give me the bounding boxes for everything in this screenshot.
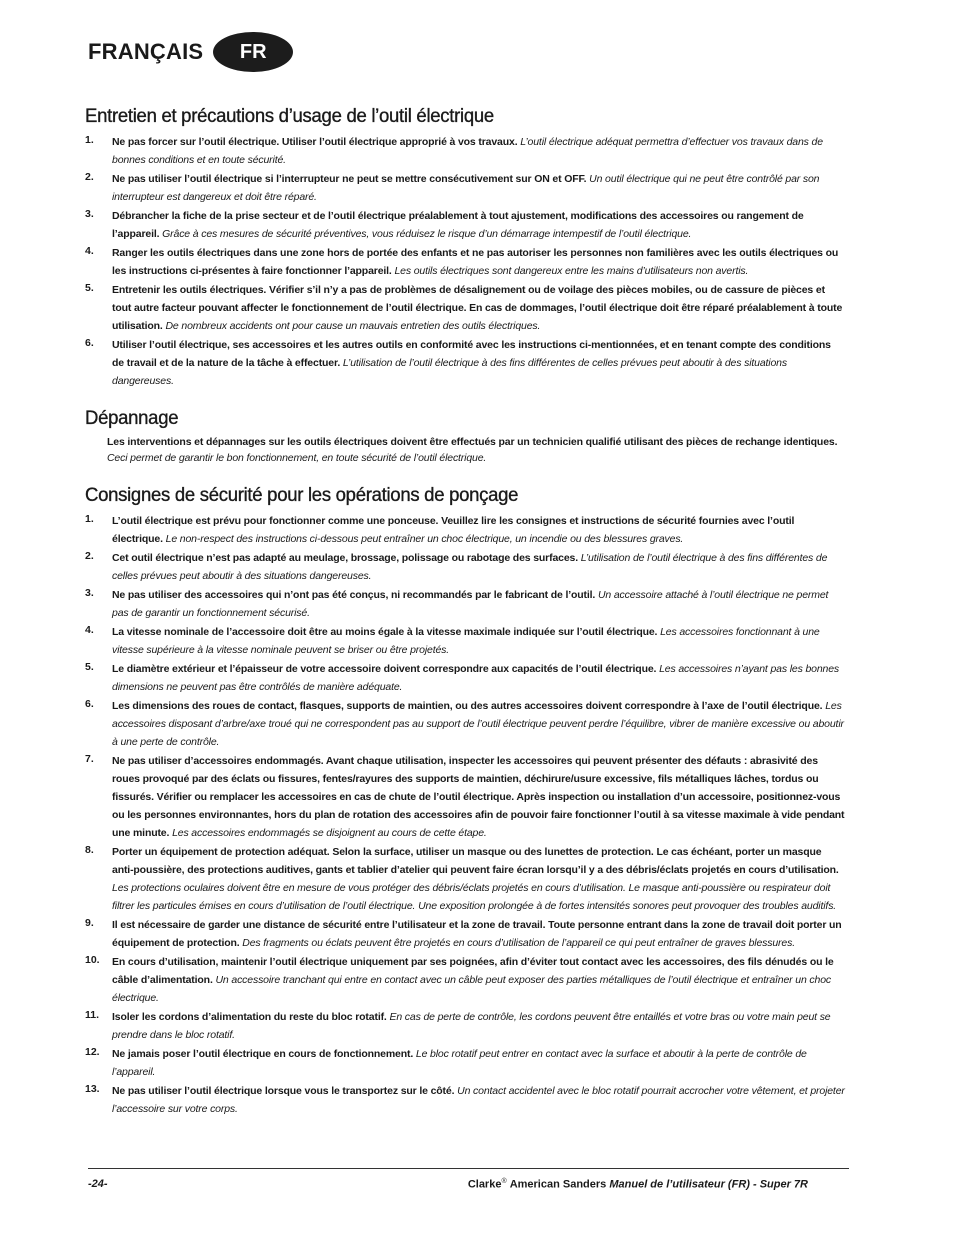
- item-italic-text: Les accessoires disposant d’arbre/axe troué qui ne correspondent pas au support de l’outil électrique peuvent perdre l’équilibre, vibrer de manière excessive ou aboutir à une perte de contrôle.: [112, 700, 844, 748]
- item-bold-text: Ne pas forcer sur l’outil électrique. Utiliser l’outil électrique approprié à vos travaux.: [112, 136, 518, 148]
- item-text: [112, 284, 842, 332]
- section-title: Consignes de sécurité pour les opérations de ponçage: [85, 484, 519, 506]
- section-troubleshooting: [85, 407, 845, 466]
- item-text: [112, 1048, 807, 1078]
- item-text: [112, 210, 804, 240]
- list-item: [85, 696, 845, 750]
- item-bold-text: Les dimensions des roues de contact, flasques, supports de maintien, ou des autres accessoires doivent correspondre à l’axe de l’outil électrique.: [112, 700, 823, 712]
- language-badge: FR: [213, 32, 293, 72]
- item-text: [112, 136, 823, 166]
- item-bold-text: Il est nécessaire de garder une distance de sécurité entre l’utilisateur et la zone de travail. Toute personne entrant dans la zone de travail doit porter un équipement de protection.: [112, 919, 842, 949]
- section-maintenance: [85, 105, 845, 389]
- item-text: [112, 663, 839, 693]
- item-italic-text: L’outil électrique adéquat permettra d’effectuer vos travaux dans de bonnes conditions et en toute sécurité.: [112, 136, 823, 166]
- page-number: -24-: [88, 1178, 108, 1190]
- item-bold-text: Ne pas utiliser d’accessoires endommagés. Avant chaque utilisation, inspecter les accessoires qui peuvent présenter des défauts : abrasivité des roues provoqué par des éclats ou fissures, fentes/rayures des supports de maintien, déchirure/usure excessive, fils métalliques lâches, tordus ou fissurés. Vérifier ou remplacer les accessoires en cas de chute de l’outil électrique. Après inspection ou installation d’un accessoire, positionnez-vous ou les personnes environnantes, hors du plan de rotation des accessoires afin de pouvoir faire fonctionner l’outil à sa vitesse maximale à vide pendant une minute.: [112, 755, 845, 839]
- list-item: [85, 1044, 845, 1080]
- item-text: [112, 755, 844, 839]
- item-bold-text: Le diamètre extérieur et l’épaisseur de votre accessoire doivent correspondre aux capacités de l’outil électrique.: [112, 663, 657, 675]
- item-text: [112, 173, 819, 203]
- item-italic-text: Les outils électriques sont dangereux entre les mains d’utilisateurs non avertis.: [394, 265, 749, 277]
- item-number: 5.: [85, 282, 94, 294]
- list-item: [85, 1081, 845, 1117]
- list-item: [85, 548, 845, 584]
- item-number: 6.: [85, 337, 94, 349]
- item-number: 2.: [85, 550, 94, 562]
- item-italic-text: L’utilisation de l’outil électrique à des fins différentes de celles prévues peut aboutir à des situations dangereuses.: [112, 357, 787, 387]
- section-title: Dépannage: [85, 407, 179, 429]
- item-italic-text: Le non-respect des instructions ci-dessous peut entraîner un choc électrique, un incendie ou des blessures graves.: [165, 533, 684, 545]
- list-item: [85, 585, 845, 621]
- item-italic-text: Les accessoires fonctionnant à une vitesse supérieure à la vitesse nominale peuvent se briser ou être projetés.: [112, 626, 820, 656]
- item-italic-text: Les protections oculaires doivent être en mesure de vous protéger des débris/éclats projetés en cours d’utilisation. Le masque anti-poussière ou respirateur doit filtrer les particules émises en cours d’utilisation de l’outil électrique. Une exposition prolongée à de fortes intensités sonores peut provoquer des troubles auditifs.: [112, 882, 837, 912]
- item-italic-text: Les accessoires n’ayant pas les bonnes dimensions ne peuvent pas être contrôlés de manière adéquate.: [112, 663, 839, 693]
- paragraph-bold-text: Les interventions et dépannages sur les outils électriques doivent être effectués par un technicien qualifié utilisant des pièces de rechange identiques.: [107, 436, 838, 448]
- list-item: [85, 952, 845, 1006]
- item-bold-text: Ranger les outils électriques dans une zone hors de portée des enfants et ne pas autoriser les personnes non familières avec les outils électriques ou les instructions ci-présentes à faire fonctionner l’appareil.: [112, 247, 839, 277]
- list-item: [85, 206, 845, 242]
- item-italic-text: Un accessoire attaché à l’outil électrique ne permet pas de garantir un fonctionnement sécurisé.: [112, 589, 829, 619]
- item-bold-text: Débrancher la fiche de la prise secteur et de l’outil électrique préalablement à tout ajustement, modifications des accessoires ou rangement de l’appareil.: [112, 210, 804, 240]
- item-text: [112, 247, 838, 277]
- item-bold-text: L’outil électrique est prévu pour fonctionner comme une ponceuse. Veuillez lire les consignes et instructions de sécurité fournies avec l’outil électrique.: [112, 515, 795, 545]
- item-text: [112, 1011, 830, 1041]
- item-italic-text: Le bloc rotatif peut entrer en contact avec la surface et aboutir à la perte de contrôle de l’appareil.: [112, 1048, 807, 1078]
- numbered-list: [85, 511, 845, 1117]
- footer-manual-title: [468, 1178, 808, 1191]
- item-text: [112, 1085, 845, 1115]
- item-bold-text: Ne pas utiliser l’outil électrique lorsque vous le transportez sur le côté.: [112, 1085, 455, 1097]
- item-number: 1.: [85, 513, 94, 525]
- item-text: [112, 589, 828, 619]
- list-item: [85, 335, 845, 389]
- list-item: [85, 511, 845, 547]
- item-text: [112, 626, 820, 656]
- footer-company: American Sanders: [509, 1178, 607, 1191]
- page-content: [85, 105, 845, 1135]
- item-text: [112, 552, 827, 582]
- item-bold-text: Ne pas utiliser des accessoires qui n’ont pas été conçus, ni recommandés par le fabricant de l’outil.: [112, 589, 596, 601]
- item-text: [112, 515, 794, 545]
- item-italic-text: Les accessoires endommagés se disjoignent au cours de cette étape.: [172, 827, 487, 839]
- item-number: 7.: [85, 753, 94, 765]
- item-text: [112, 919, 842, 949]
- item-bold-text: Entretenir les outils électriques. Vérifier s’il n’y a pas de problèmes de désalignement ou de voilage des pièces mobiles, ou de cassure de pièces et tout autre facteur pouvant affecter le fonctionnement de l’outil électrique. En cas de dommages, l’outil électrique doit être réparé préalablement à toute utilisation.: [112, 284, 843, 332]
- language-header: [88, 30, 293, 74]
- item-number: 4.: [85, 624, 94, 636]
- item-number: 6.: [85, 698, 94, 710]
- footer-divider: [88, 1168, 849, 1169]
- item-italic-text: De nombreux accidents ont pour cause un mauvais entretien des outils électriques.: [165, 320, 541, 332]
- item-italic-text: Grâce à ces mesures de sécurité préventives, vous réduisez le risque d’un démarrage intempestif de l’outil électrique.: [162, 228, 692, 240]
- item-text: [112, 700, 844, 748]
- list-item: [85, 1007, 845, 1043]
- list-item: [85, 132, 845, 168]
- item-italic-text: En cas de perte de contrôle, les cordons peuvent être entaillés et votre bras ou votre main peut se prendre dans le bloc rotatif.: [112, 1011, 831, 1041]
- item-italic-text: Un contact accidentel avec le bloc rotatif pourrait accrocher votre vêtement, et projeter l’accessoire sur votre corps.: [112, 1085, 845, 1115]
- item-bold-text: La vitesse nominale de l’accessoire doit être au moins égale à la vitesse maximale indiquée sur l’outil électrique.: [112, 626, 658, 638]
- item-bold-text: En cours d’utilisation, maintenir l’outil électrique uniquement par ses poignées, afin d’éviter tout contact avec les accessoires, des fils dénudés ou le câble d’alimentation.: [112, 956, 834, 986]
- registered-mark: ®: [501, 1178, 507, 1185]
- item-number: 1.: [85, 134, 94, 146]
- item-number: 13.: [85, 1083, 100, 1095]
- numbered-list: [85, 132, 845, 389]
- item-number: 10.: [85, 954, 100, 966]
- section-paragraph: [85, 434, 845, 466]
- item-text: [112, 339, 831, 387]
- item-bold-text: Ne pas utiliser l’outil électrique si l’interrupteur ne peut se mettre consécutivement sur ON et OFF.: [112, 173, 587, 185]
- list-item: [85, 622, 845, 658]
- item-number: 11.: [85, 1009, 100, 1021]
- footer-manual-name: Manuel de l’utilisateur (FR) - Super 7R: [609, 1178, 808, 1191]
- item-number: 2.: [85, 171, 94, 183]
- item-number: 9.: [85, 917, 94, 929]
- list-item: [85, 243, 845, 279]
- list-item: [85, 915, 845, 951]
- list-item: [85, 169, 845, 205]
- item-text: [112, 846, 839, 912]
- footer-brand: Clarke: [467, 1178, 502, 1191]
- item-number: 4.: [85, 245, 94, 257]
- item-number: 8.: [85, 844, 94, 856]
- paragraph-italic-text: Ceci permet de garantir le bon fonctionnement, en toute sécurité de l’outil électrique.: [107, 452, 487, 464]
- list-item: [85, 842, 845, 914]
- item-number: 5.: [85, 661, 94, 673]
- language-label: FRANÇAIS: [88, 39, 204, 64]
- item-bold-text: Utiliser l’outil électrique, ses accessoires et les autres outils en conformité avec les instructions ci-mentionnées, et en tenant compte des conditions de travail et de la nature de la tâche à effectuer.: [112, 339, 831, 369]
- item-number: 12.: [85, 1046, 100, 1058]
- item-italic-text: Des fragments ou éclats peuvent être projetés en cours d’utilisation de l’appareil ce qui peut entraîner de graves blessures.: [242, 937, 795, 949]
- item-bold-text: Isoler les cordons d’alimentation du reste du bloc rotatif.: [112, 1011, 387, 1023]
- item-italic-text: Un outil électrique qui ne peut être contrôlé par son interrupteur est dangereux et doit être réparé.: [112, 173, 820, 203]
- item-bold-text: Ne jamais poser l’outil électrique en cours de fonctionnement.: [112, 1048, 414, 1060]
- item-bold-text: Cet outil électrique n’est pas adapté au meulage, brossage, polissage ou rabotage des surfaces.: [112, 552, 578, 564]
- item-italic-text: L’utilisation de l’outil électrique à des fins différentes de celles prévues peut aboutir à des situations dangereuses.: [112, 552, 828, 582]
- list-item: [85, 280, 845, 334]
- item-bold-text: Porter un équipement de protection adéquat. Selon la surface, utiliser un masque ou des lunettes de protection. Le cas échéant, porter un masque anti-poussière, des protections auditives, gants et tablier d’atelier qui peuvent faire écran lorsqu’il y a des débris/éclats projetés en cours d’utilisation.: [112, 846, 839, 876]
- item-text: [112, 956, 834, 1004]
- item-italic-text: Un accessoire tranchant qui entre en contact avec un câble peut exposer des parties métalliques de l’outil électrique et entraîner un choc électrique.: [112, 974, 832, 1004]
- list-item: [85, 659, 845, 695]
- list-item: [85, 751, 845, 841]
- item-number: 3.: [85, 208, 94, 220]
- section-title: Entretien et précautions d’usage de l’outil électrique: [85, 105, 494, 127]
- item-number: 3.: [85, 587, 94, 599]
- section-sanding-safety: [85, 484, 845, 1117]
